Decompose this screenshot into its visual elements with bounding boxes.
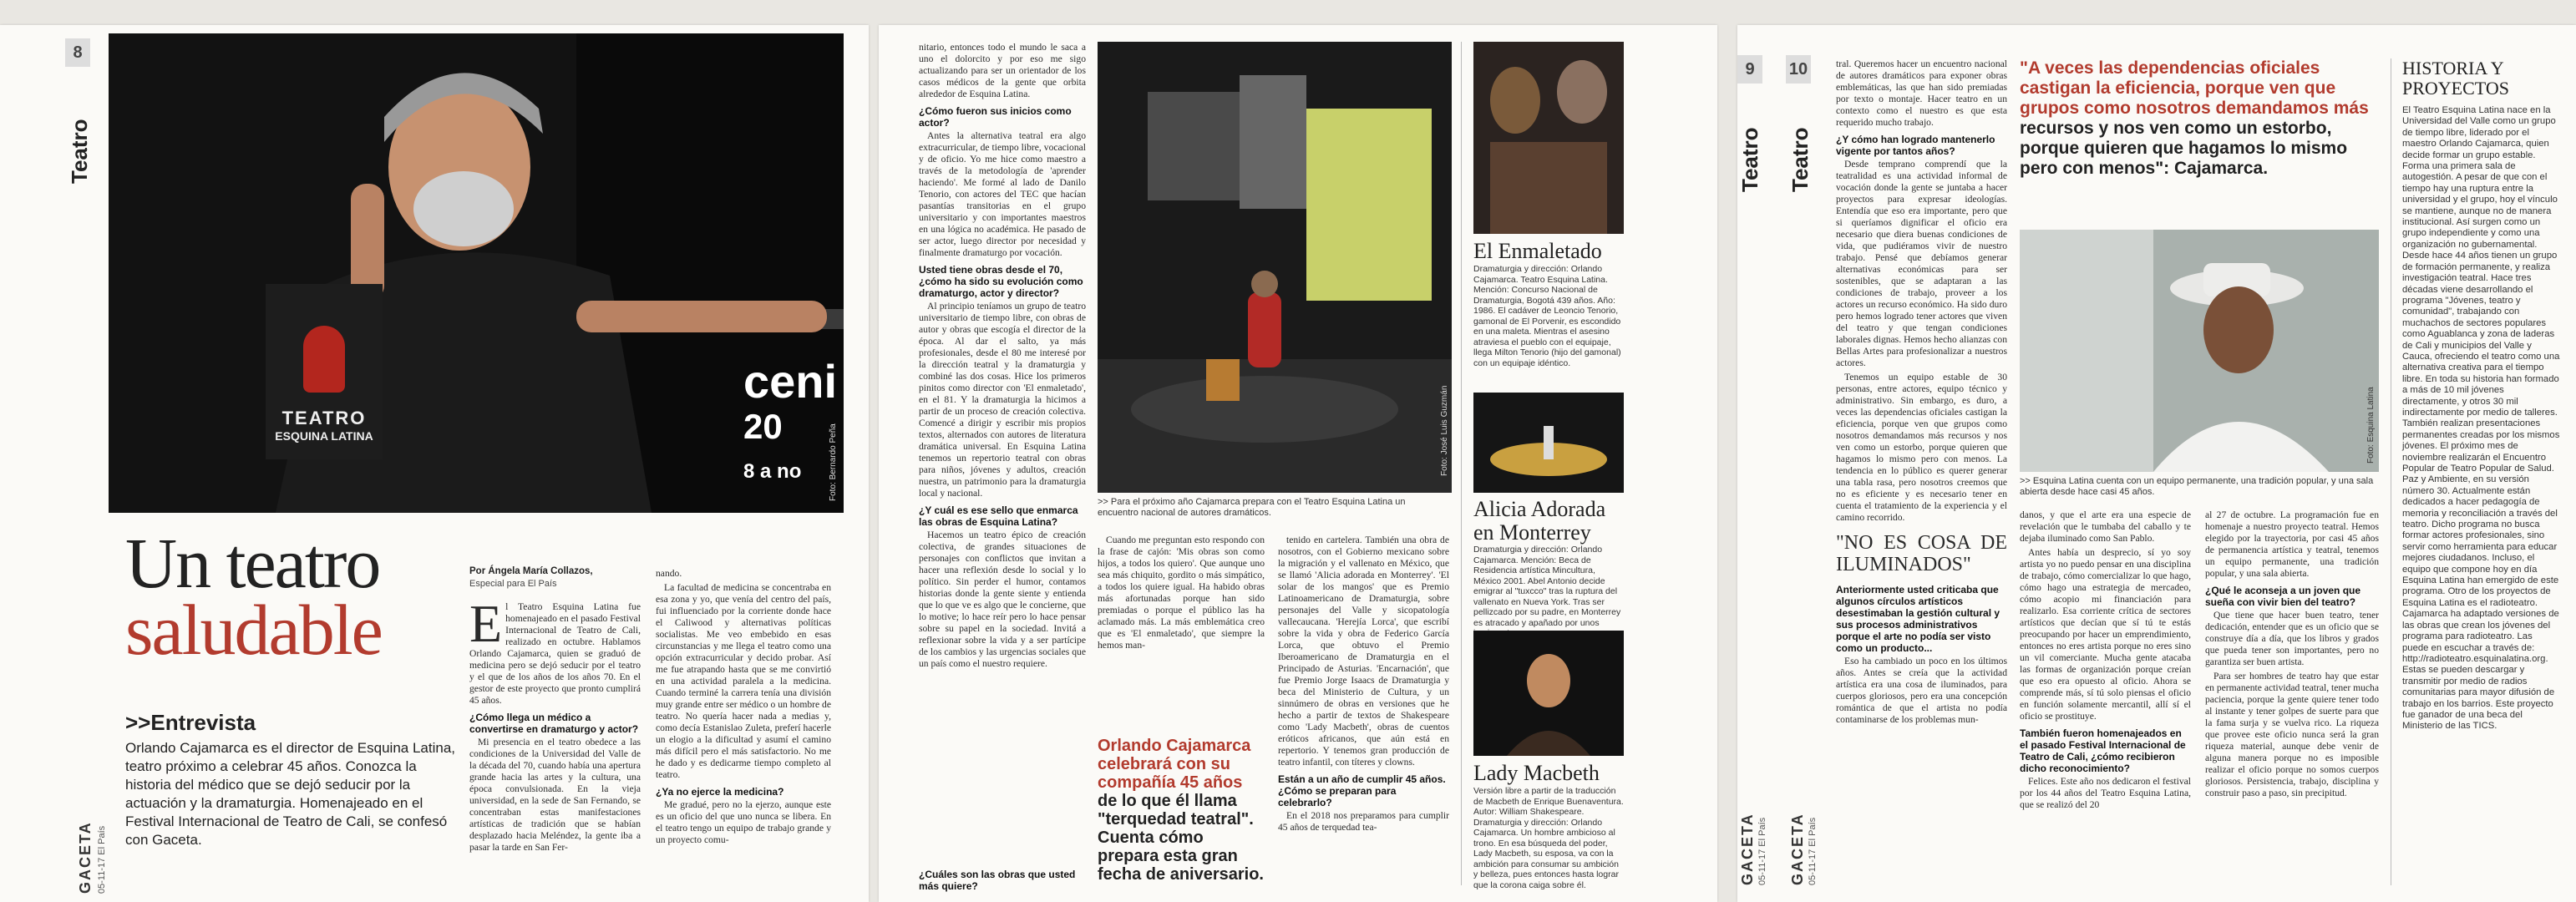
paragraph: tenido en cartelera. También una obra de nosotros, con el Gobierno mexicano sobre la migración y el vallenato en México, que se llamó 'Alicia adorada en Monterrey'. 'El solar de los mangos' que es Premio Latinoamericano de Dramaturgia, sobre personajes del Valle y sicopatología vallecaucana. 'Herejía Lorca', que escribí sobre la vida y obra de Federico García Lorca, que obtuvo el Premio Iberoamericano de Dramaturgia en el Principado de Asturias. 'Encarnación', que fue Premio Jorge Isaacs de Dramaturgia y beca del Ministerio de Cultura, y un sinnúmero de obras en versiones que he hecho a partir de textos de Shakespeare como 'Lady Macbeth', obras de cuentos eróticos africanos, que aún está en repertorio. Y tenemos gran producción de teatro infantil, con títeres y clowns.: [1278, 535, 1449, 768]
paragraph: al 27 de octubre. La programación fue en homenaje a nuestro proyecto teatral. Hemos elegido por la trayectoria, por casi 45 años de permanencia artística y teatral, tenemos un equipo permanente, una tradición popular, y una sala abierta.: [2205, 509, 2379, 579]
page-number-right: 10: [1786, 55, 1811, 84]
quote-box-title: "NO ES COSA DE ILUMINADOS": [1836, 532, 2007, 575]
drop-cap: E: [469, 594, 503, 653]
play-photo-3: [1473, 631, 1624, 756]
lady-macbeth-illustration: [1473, 631, 1624, 756]
pull-quote-red: Orlando Cajamarca celebrará con su compañía 45 años: [1098, 737, 1251, 792]
article-column-2: [656, 568, 831, 894]
article-column-1: [1836, 58, 2007, 894]
article-column-3: [2205, 509, 2379, 894]
page-number: 8: [65, 38, 90, 67]
play-title: Alicia Adorada en Monterrey: [1473, 497, 1606, 545]
portrait-illustration: [109, 33, 844, 513]
headline-line-1: Un teatro: [125, 523, 380, 603]
history-title: HISTORIA Y PROYECTOS: [2402, 58, 2509, 99]
article-column-2: [2020, 509, 2191, 894]
kicker: >>Entrevista: [125, 710, 256, 735]
banner-sub: 8 a no: [743, 460, 802, 483]
paragraph: Para ser hombres de teatro hay que estar en permanente actividad teatral, tener mucha paciencia, porque la gente quiere tener todo al instante y tener golpes de suerte para que la fama surja y se vuelva rico. La riqueza que provee este oficio nunca será la gran riqueza material, aunque debe venir de alguna manera porque no es imposible realizar el oficio porque no somos cuerpos gloriosos. Persistencia, trabajo, disciplina y construir paso a paso, sin precipitud.: [2205, 671, 2379, 798]
stage-photo: [1098, 42, 1452, 493]
photo-credit: Foto: Bernardo Peña: [829, 423, 838, 501]
sidebar-play-3: [1473, 631, 1624, 890]
question: ¿Y cuál es ese sello que enmarca las obras de Esquina Latina?: [919, 504, 1078, 528]
paragraph: Al principio teníamos un grupo de teatro universitario de tiempo libre, con obras de autor y obras que escogía el director de la época. Al dar el salto, ya más profesionales, desde el 80 me interesé por la dirección teatral y la dramaturgia y combiné las dos cosas. Hice los primeros pinitos como director con 'El enmaletado', en el 81. Y la dramaturgia la hicimos a partir de un proceso de creación colectiva. Comencé a dirigir y escribir mis propios textos, alternados con autores de literatura dramática universal. En Esquina Latina tenemos un repertorio teatral con obras para niños, jóvenes y adultos, creación nuestra, un patrimonio para la dramaturgia local y nacional.: [919, 301, 1086, 499]
article-column-2: [1098, 535, 1265, 735]
article-column-1: [469, 594, 641, 894]
newspaper-page-8: [0, 25, 869, 902]
question: ¿Ya no ejerce la medicina?: [656, 786, 784, 798]
paragraph: Felices. Este año nos dedicaron el festival por los 44 años del Teatro Esquina Latina, que se realizó del 20: [2020, 776, 2191, 810]
footer-date: 05-11-17 El País: [97, 825, 107, 894]
paragraph: Desde temprano comprendí que la teatralidad es una actividad informal de vocación donde la gente se juntaba a hacer proyectos para expresar ideologías. Entendía que eso era importante, pero que si queríamos dignificar el oficio era necesario que diera buenas condiciones de vida, que pudiéramos vivir de nuestro trabajo. Pensé que debíamos generar alternativas económicas para ser sostenibles, que se adaptaran a las condiciones de trabajo, proveer a los actores un recurso económico. Ha sido duro pero hemos logrado tener actores que viven del teatro y que tengan condiciones laborales dignas. Hemos hecho alianzas con Bellas Artes para profesionalizar a nuestros actores.: [1836, 159, 2007, 368]
play-credits: Dramaturgia y dirección: Orlando Cajamarca. Teatro Esquina Latina. Mención: Concurso Nacional de Dramaturgia, Bogotá 439 años. Año: 1986. El cadáver de Leoncio Tenorio, gamonal de El Porvenir, es escondido en una maleta. Mientras el asesino atraviesa el pueblo con el equipaje, llega Milton Tenorio (hijo del gamonal) con un equipaje idéntico.: [1473, 264, 1621, 368]
pull-quote: [1098, 737, 1265, 884]
footer-date-left: 05-11-17 El País: [1757, 817, 1767, 885]
question: Usted tiene obras desde el 70, ¿cómo ha sido su evolución como dramaturgo, actor y director?: [919, 264, 1083, 299]
play-credits: Versión libre a partir de la traducción de Macbeth de Enrique Buenaventura. Autor: William Shakespeare. Dramaturgia y dirección: Orlando Cajamarca. Un hombre ambicioso al trono. En esa búsqueda del poder, Lady Macbeth, su esposa, va con la ambición para consumar su ambición y belleza, pues entonces hasta lograr que la corona caiga sobre él.: [1473, 786, 1624, 890]
stage-scene-illustration: [1098, 42, 1452, 493]
paragraph: En el 2018 nos preparamos para cumplir 45 años de terquedad tea-: [1278, 810, 1449, 833]
photo-caption: >> Para el próximo año Cajamarca prepara con el Teatro Esquina Latina un encuentro nacional de autores dramáticos.: [1098, 497, 1406, 518]
article-column-3: [1278, 535, 1449, 894]
paragraph: danos, y que el arte era una especie de revelación que le tumbaba del caballo y te dejaba iluminado como San Pablo.: [2020, 509, 2191, 544]
paragraph: Cuando me preguntan esto respondo con la frase de cajón: 'Mis obras son como hijos, a todos los quiero'. Que aunque uno sea más chiquito, gordito o más simpático, a todos los quiere igual. Ha habido obras más afortunadas porque han sido premiadas o porque el público las ha aclamado más. La más emblemática creo que es 'El enmaletado', que siempre la hemos man-: [1098, 535, 1265, 651]
play-photo-2: [1473, 393, 1624, 493]
footer-brand-left: GACETA: [1739, 813, 1756, 885]
sidebar-play-2: [1473, 393, 1624, 639]
article-column-1: [919, 42, 1086, 885]
pull-quote-red: "A veces las dependencias oficiales castigan la eficiencia, porque ven que grupos como nosotros demandamos más: [2020, 58, 2369, 118]
paragraph: Eso ha cambiado un poco en los últimos años. Antes se creía que la actividad artística era una cosa de iluminados, para cuerpos gloriosos, pero era una concepción romántica de que el artista no podía contaminarse de los problemas mun-: [1836, 656, 2007, 725]
headline-line-2: saludable: [125, 590, 382, 670]
paragraph: nitario, entonces todo el mundo le saca a uno el dolorcito y por eso me sigo actualizando para ser un orientador de los casos médicos de la gente que orbita alrededor de Esquina Latina.: [919, 42, 1086, 99]
poster-brand-top: TEATRO: [281, 408, 367, 428]
trailing-question: [919, 869, 1086, 892]
newspaper-page-spread-center: [879, 25, 1717, 902]
photo-credit: Foto: Esquina Latina: [2366, 387, 2376, 464]
paragraph: Que tiene que hacer buen teatro, tener dedicación, entender que es un oficio que se construye día a día, que los libros y grados que pueda tener son importantes, pero no garantiza ser buen artista.: [2205, 610, 2379, 667]
poster-brand-bottom: ESQUINA LATINA: [275, 429, 373, 443]
section-label-left: Teatro: [1737, 127, 1762, 192]
footer-brand: GACETA: [77, 821, 94, 894]
play-photo-1: [1473, 42, 1624, 234]
paragraph: tral. Queremos hacer un encuentro nacional de autores dramáticos para exponer obras emblemáticas, las que han sido premiadas por texto o montaje. Hacer teatro en un contexto como el nuestro es que esta requerido mucho trabajo.: [1836, 58, 2007, 128]
director-portrait-illustration: [2020, 230, 2379, 472]
paragraph: Hacemos un teatro épico de creación colectiva, de grandes situaciones de personajes con conflictos que invitan a hacer una reflexión desde lo social y lo político. Sin perder el humor, contamos historias donde la gente siente y entienda que lo que ve es algo que le concierne, que lo motive; lo hace reír pero lo hace pensar sobre su papel en la sociedad. Invitá a reflexionar sobre la vida y a ser partícipe de los cambios y las urgencias sociales que un país como el nuestro requiere.: [919, 530, 1086, 669]
footer-date-right: 05-11-17 El País: [1808, 817, 1818, 885]
history-body: El Teatro Esquina Latina nace en la Universidad del Valle como un grupo de tiempo libre, liderado por el maestro Orlando Cajamarca, quien decide formar un grupo estable. Forma una primera sala de autogestión. A pesar de que con el tiempo hay una ruptura entre la universidad y el grupo, hoy el vínculo se mantiene, aunque no de manera institucional. Así surgen como un grupo independiente y como una organización no gubernamental. Desde hace 44 años tienen un grupo de formación permanente, y realiza investigación teatral. Hace tres décadas viene desarrollando el programa "Jóvenes, teatro y comunidad", trabajando con muchachos de sectores populares como Aguablanca y zona de laderas de Cali y municipios del Valle y Cauca, ofreciendo el teatro como una alternativa creativa para el tiempo libre. En toda su historia han formado a más de 10 mil jóvenes directamente, y otros 30 mil indirectamente por medio de talleres. También realizan presentaciones permanentes creadas por los mismos jóvenes. El próximo mes de noviembre realizarán el Encuentro Popular de Teatro Popular de Salud. Paz y Ambiente, en su versión número 30. Actualmente están dedicados a hacer pedagogía de memoria y reconciliación a través del teatro. Dicho programa no busca formar actores profesionales, sino servir como herramienta para educar mejores ciudadanos. Incluso, el equipo que compone hoy en día Esquina Latina han emergido de este programa. Otro de los proyectos de Esquina Latina es el radioteatro. Cajamarca ha adaptado versiones de las obras que crean los jóvenes del programa para radioteatro. Las puede en escuchar a través de: http://radioteatro.esquinalatina.org. Estas se pueden descargar y transmitir por medio de radios comunitarias para mayor difusión de trabajo en los barrios. Este proyecto fue ganador de una beca del Ministerio de las TICS.: [2402, 105, 2560, 732]
question: ¿Cuáles son las obras que usted más quiere?: [919, 869, 1076, 892]
pull-quote: [2020, 58, 2379, 179]
deck: Orlando Cajamarca es el director de Esquina Latina, teatro próximo a celebrar 45 años. Conozca la historia del médico que se dejó seducir por la actuación y la dramaturgia. Homenajeado en el Festival Internacional de Teatro de Cali, se confesó con Gaceta.: [125, 740, 455, 848]
mask-logo-icon: [303, 326, 345, 393]
section-label: Teatro: [67, 119, 92, 184]
play-title: El Enmaletado: [1473, 239, 1602, 263]
banner-year: 20: [743, 407, 783, 446]
sidebar-play-1: [1473, 42, 1624, 368]
question: ¿Cómo llega un médico a convertirse en dramaturgo y actor?: [469, 712, 639, 735]
byline: Por Ángela María Collazos,: [469, 566, 593, 576]
hero-photo: [109, 33, 844, 513]
photo-credit: Foto: José Luis Guzmán: [1440, 385, 1449, 476]
director-photo: [2020, 230, 2379, 472]
paragraph: Antes había un desprecio, sí yo soy artista yo no puedo pensar en una disciplina de trabajo, cómo comercializar lo que hago, cómo hago una estrategia de mercadeo, cómo acopio mi financiación para realizarlo. Esa corriente crítica de sectores artísticos que decían que sí tú te estás preocupando por hacer un emprendimiento, entonces no eres artista porque no eres sino un vil comerciante. Mucha gente atacaba las formas de organización porque creían que eso era opuesto al oficio. Ahora se comprende más, sí tú solo piensas el oficio en función solamente mercantil, allí sí el oficio se prostituye.: [2020, 547, 2191, 722]
paragraph: La facultad de medicina se concentraba en esa zona y yo, que venía del centro del país, fui influenciado por la corriente donde hace el Caliwood y alternativas políticas socialistas. Me veo embebido en esas circunstancias y me llega el teatro como una opción extracurricular y decido probar. Así me fue atrapando hasta que se me convirtió en una actividad paralela a la medicina. Cuando terminé la carrera tenía una división muy grande entre ser médico o un hombre de teatro. No quería hacer nada a medias y, como decía Estanislao Zuleta, preferí hacerle un elogio a la dificultad y asumí el camino más difícil pero el más satisfactorio. No me he dado y es dedicarme tiempo completo al teatro.: [656, 582, 831, 780]
section-label-right: Teatro: [1787, 127, 1813, 192]
byline-sub: Especial para El País: [469, 579, 557, 589]
question: ¿Qué le aconseja a un joven que sueña con vivir bien del teatro?: [2205, 585, 2361, 608]
question: Anteriormente usted criticaba que algunos círculos artísticos desestimaban la gestión cultural y sus procesos administrativos porque el arte no podía ser visto como un producto...: [1836, 584, 2000, 654]
newspaper-page-10: [1737, 25, 2576, 902]
photo-caption: >> Esquina Latina cuenta con un equipo permanente, una tradición popular, y una sala abierta desde hace casi 45 años.: [2020, 476, 2374, 497]
paragraph: Antes la alternativa teatral era algo extracurricular, de tiempo libre, vocacional y de oficio. Yo me hice como maestro a través de la metodología de 'aprender haciendo'. Me formé al lado de Danilo Tenorio, con actores del TEC que hacían pasantías transitorias en el grupo universitario y con importantes maestros en una lógica no académica. He pasado de ser actor, luego director por necesidad y finalmente dramaturgo por vocación.: [919, 130, 1086, 258]
paragraph: Mi presencia en el teatro obedece a las condiciones de la Universidad del Valle de la década del 70, cuando había una apertura grande hacia las artes y la cultura, una época convulsionada. En la vieja universidad, en la sede de San Fernando, se concentraban estas manifestaciones artísticas de tradición que se habían desplazado hacia Meléndez, la gente iba a pasar la tarde en San Fer-: [469, 737, 641, 853]
stage-light-illustration: [1473, 393, 1624, 493]
pull-quote-black: recursos y nos ven como un estorbo, porque quieren que hagamos lo mismo pero con menos": Cajamarca.: [2020, 119, 2348, 178]
shirt-logo: [266, 284, 383, 459]
question: ¿Cómo fueron sus inicios como actor?: [919, 105, 1072, 129]
paragraph: l Teatro Esquina Latina fue homenajeado en el pasado Festival Internacional de Teatro de Cali, realizado en octubre. Hablamos Orlando Cajamarca, quien se graduó de medicina pero se dejó seducir por el teatro y el que de los años de los años 70. En el gestor de este proyecto que pronto cumplirá 45 años.: [469, 601, 641, 706]
play-title: Lady Macbeth: [1473, 761, 1600, 785]
page-number-left: 9: [1737, 55, 1762, 84]
question: ¿Y cómo han logrado mantenerlo vigente por tantos años?: [1836, 134, 1995, 157]
masks-illustration: [1473, 42, 1624, 234]
play-credits: Dramaturgia y dirección: Orlando Cajamarca. Mención: Beca de Residencia artística Mincultura, México 2001. Abel Antonio decide emigrar al "tuxcco" tras la ruptura del vallenato en Nueva York. Tras ser pellizcado por su padre, en Monterrey es atracado y apañado por unos: [1473, 545, 1621, 628]
question: También fueron homenajeados en el pasado Festival Internacional de Teatro de Cali, ¿cómo recibieron dicho reconocimiento?: [2020, 727, 2186, 774]
question: Están a un año de cumplir 45 años. ¿Cómo se preparan para celebrarlo?: [1278, 773, 1446, 808]
pull-quote-black: de lo que él llama "terquedad teatral". Cuenta cómo prepara esta gran fecha de aniversario.: [1098, 792, 1264, 884]
column-divider: [1461, 42, 1462, 885]
paragraph: Tenemos un equipo estable de 30 personas, entre actores, equipo técnico y administrativo. Sin embargo, es duro, a veces las dependencias oficiales castigan la eficiencia, porque ven que grupos como nosotros demandamos más recursos y nos ven como un estorbo, porque quieren que hagamos lo mismo pero con menos. La tendencia en lo público es querer generar una tabla rasa, pero nosotros creemos que no es eficiente y es necesario tener en cuenta el tratamiento de la experiencia y el camino recorrido.: [1836, 372, 2007, 523]
footer-brand-right: GACETA: [1789, 813, 1806, 885]
paragraph: Me gradué, pero no la ejerzo, aunque este es un oficio del que uno nunca se libera. En el teatro tengo un equipo de trabajo grande y un proyecto comu-: [656, 799, 831, 845]
paragraph: nando.: [656, 568, 682, 579]
history-sidebar: [2402, 58, 2561, 732]
banner-text: ceni: [743, 355, 838, 408]
